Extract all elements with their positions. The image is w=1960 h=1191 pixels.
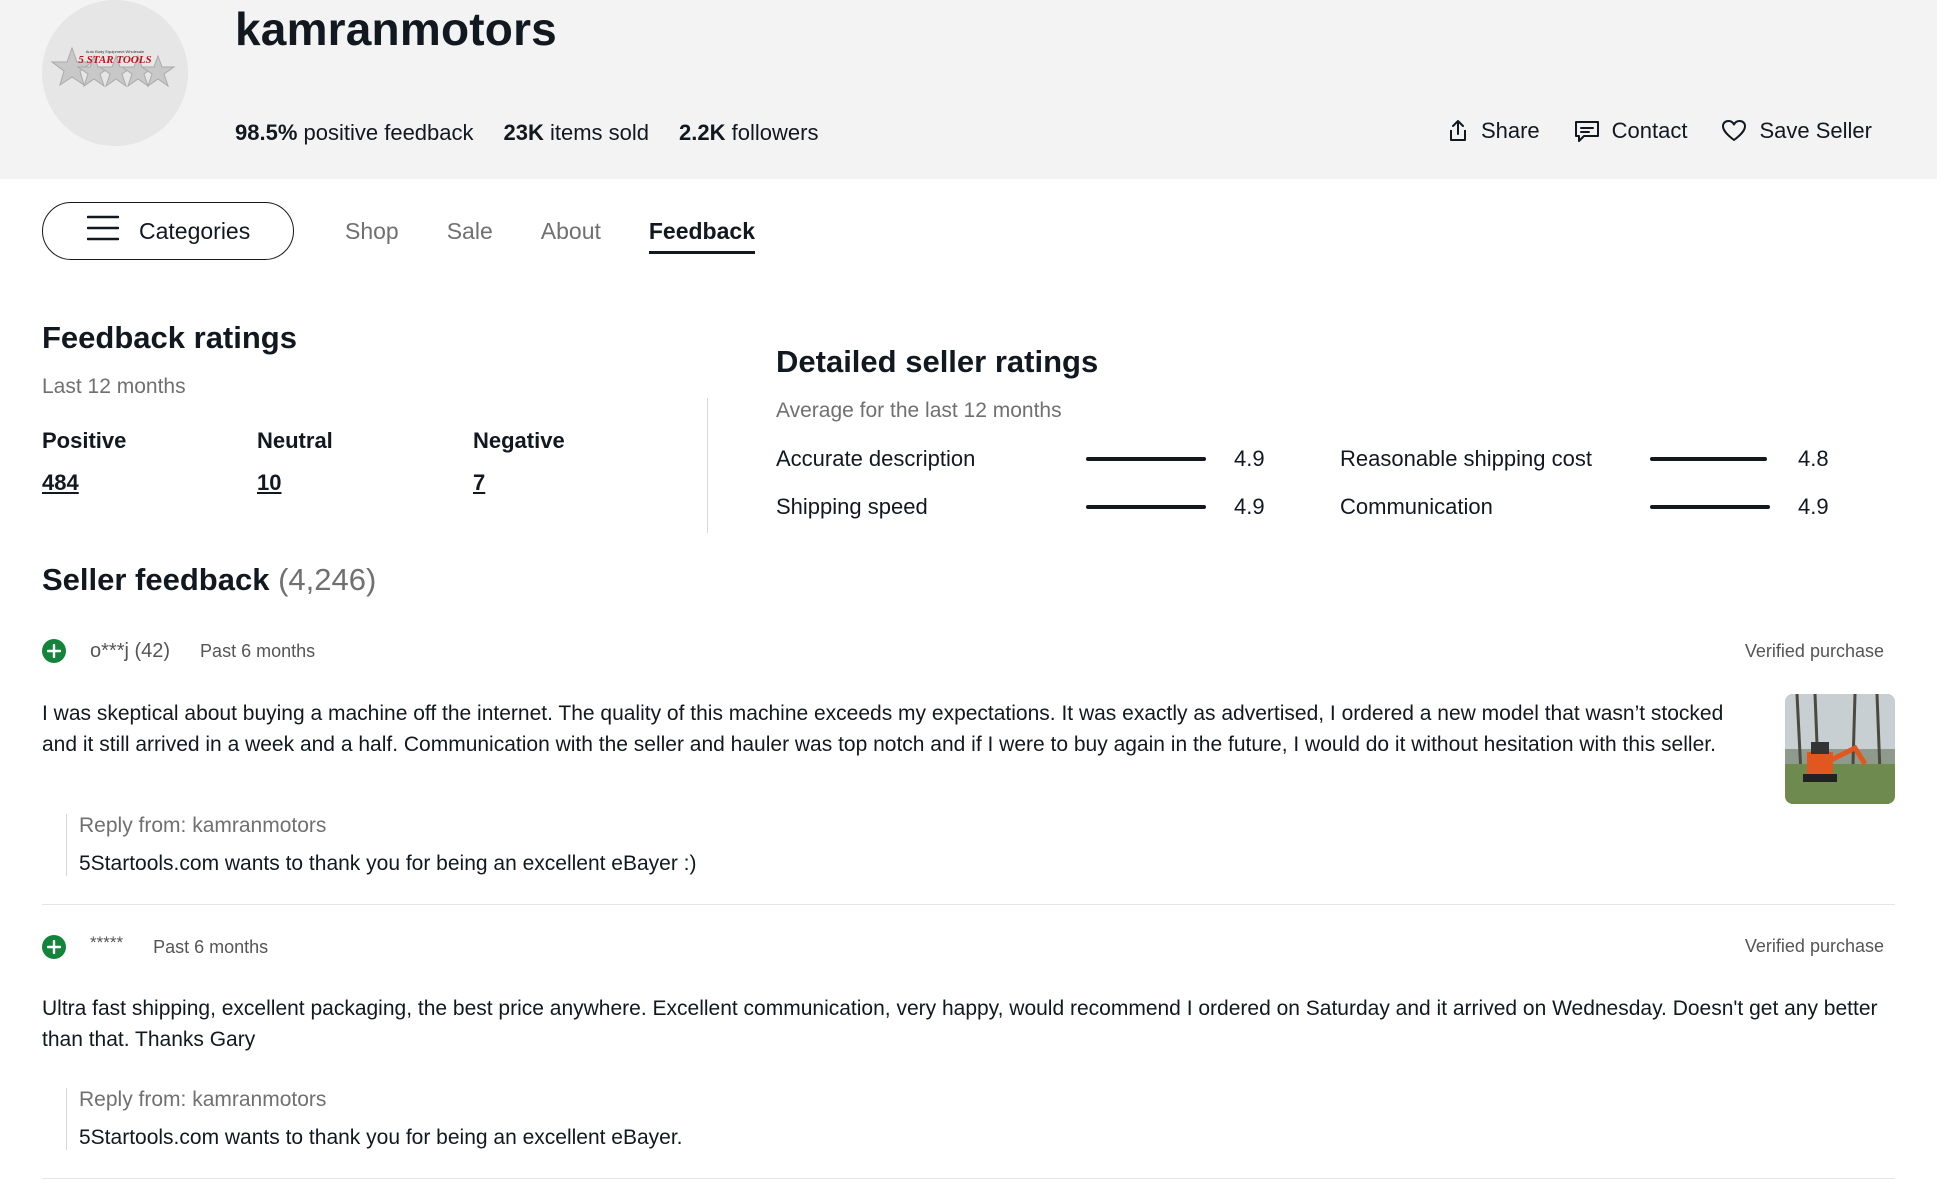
positive-count-link[interactable]: 484 — [42, 470, 79, 495]
rating-bar — [1650, 457, 1767, 461]
stat-positive-feedback — [235, 120, 474, 146]
stat-items-sold — [504, 120, 650, 146]
rating-accurate-description — [776, 446, 1265, 472]
section-divider — [707, 398, 708, 533]
positive-icon — [42, 935, 66, 959]
rating-name: Reasonable shipping cost — [1340, 446, 1592, 471]
tab-shop[interactable]: Shop — [345, 218, 399, 244]
seller-feedback-title — [42, 562, 376, 598]
feedback-divider — [42, 904, 1895, 905]
rating-communication — [1340, 494, 1829, 520]
stat-value: 98.5% — [235, 120, 298, 145]
detailed-ratings-title: Detailed seller ratings — [776, 344, 1099, 379]
positive-icon — [42, 639, 66, 663]
contact-label: Contact — [1611, 118, 1688, 143]
negative-count-link[interactable]: 7 — [473, 470, 486, 495]
logo-tagline: Auto Body Equipment Wholesale — [85, 49, 145, 54]
neutral-rating — [257, 428, 457, 496]
excavator-photo-image — [1785, 694, 1895, 804]
positive-label: Positive — [42, 428, 127, 453]
rating-bar — [1650, 505, 1770, 509]
detailed-ratings-period: Average for the last 12 months — [776, 399, 1062, 422]
feedback-ratings-period: Last 12 months — [42, 375, 186, 398]
feedback-divider — [42, 1178, 1895, 1179]
feedback-photo[interactable] — [1785, 694, 1895, 804]
stat-label: followers — [731, 120, 819, 145]
reply-from: Reply from: kamranmotors — [79, 1088, 327, 1111]
store-logo[interactable] — [42, 0, 188, 146]
tab-about[interactable]: About — [540, 218, 601, 244]
feedback-ratings-title: Feedback ratings — [42, 320, 297, 355]
reply-message: 5Startools.com wants to thank you for being an excellent eBayer. — [79, 1126, 683, 1149]
tab-sale[interactable]: Sale — [446, 218, 493, 244]
positive-rating — [42, 428, 242, 496]
store-name: kamranmotors — [235, 3, 557, 55]
neutral-count-link[interactable]: 10 — [257, 470, 282, 495]
rating-score: 4.9 — [1234, 494, 1265, 519]
message-icon — [1574, 119, 1600, 143]
rating-score: 4.9 — [1798, 494, 1829, 519]
feedback-time: Past 6 months — [153, 936, 269, 957]
seller-feedback-count: (4,246) — [278, 562, 377, 597]
reply-from: Reply from: kamranmotors — [79, 814, 327, 837]
seller-feedback-heading: Seller feedback — [42, 562, 270, 597]
categories-label: Categories — [139, 217, 251, 244]
neutral-label: Neutral — [257, 428, 333, 453]
tab-feedback[interactable]: Feedback — [649, 218, 755, 254]
rating-shipping-cost — [1340, 446, 1829, 472]
logo-image — [42, 0, 188, 146]
feedback-user: ***** — [90, 933, 124, 952]
share-label: Share — [1480, 118, 1540, 143]
share-icon — [1447, 119, 1469, 143]
contact-button[interactable] — [1574, 118, 1688, 144]
verified-purchase: Verified purchase — [1744, 936, 1884, 956]
heart-icon — [1721, 119, 1747, 143]
categories-button[interactable] — [42, 202, 294, 260]
feedback-entry-header — [42, 639, 315, 663]
save-seller-label: Save Seller — [1759, 118, 1872, 143]
rating-bar — [1086, 457, 1206, 461]
seller-reply — [66, 1088, 683, 1150]
stat-label: items sold — [550, 120, 650, 145]
store-stats — [235, 120, 818, 146]
negative-label: Negative — [473, 428, 565, 453]
rating-score: 4.9 — [1234, 446, 1265, 471]
verified-purchase: Verified purchase — [1744, 641, 1884, 661]
rating-name: Communication — [1340, 494, 1493, 519]
stat-value: 23K — [503, 120, 544, 145]
feedback-text: Ultra fast shipping, excellent packaging, the best price anywhere. Excellent communication, very happy, would recommend I ordered on Saturday and it arrived on Wednesday. Doesn't get any better than that. Thanks Gary — [42, 997, 1878, 1051]
stat-followers — [679, 120, 818, 146]
rating-shipping-speed — [776, 494, 1265, 520]
logo-text: 5 STAR TOOLS — [78, 54, 152, 66]
store-tabs — [345, 218, 755, 254]
store-actions — [1447, 118, 1872, 144]
rating-name: Accurate description — [776, 446, 976, 471]
rating-bar — [1086, 505, 1206, 509]
rating-name: Shipping speed — [776, 494, 928, 519]
save-seller-button[interactable] — [1721, 118, 1872, 144]
stat-value: 2.2K — [679, 120, 726, 145]
reply-message: 5Startools.com wants to thank you for being an excellent eBayer :) — [79, 852, 697, 875]
feedback-text: I was skeptical about buying a machine off the internet. The quality of this machine exceeds my expectations. It was exactly as advertised, I ordered a new model that wasn’t stocked and it still arrived in a week and a half. Communication with the seller and hauler was top notch and if I were to buy again in the future, I would do it without hesitation with this seller. — [42, 702, 1724, 756]
menu-icon — [87, 215, 119, 247]
share-button[interactable] — [1447, 118, 1540, 144]
rating-score: 4.8 — [1798, 446, 1829, 471]
negative-rating — [473, 428, 673, 496]
stat-label: positive feedback — [303, 120, 474, 145]
feedback-user: o***j (42) — [90, 639, 171, 662]
seller-reply — [66, 814, 697, 876]
feedback-time: Past 6 months — [200, 640, 316, 661]
feedback-entry-header — [42, 935, 268, 959]
